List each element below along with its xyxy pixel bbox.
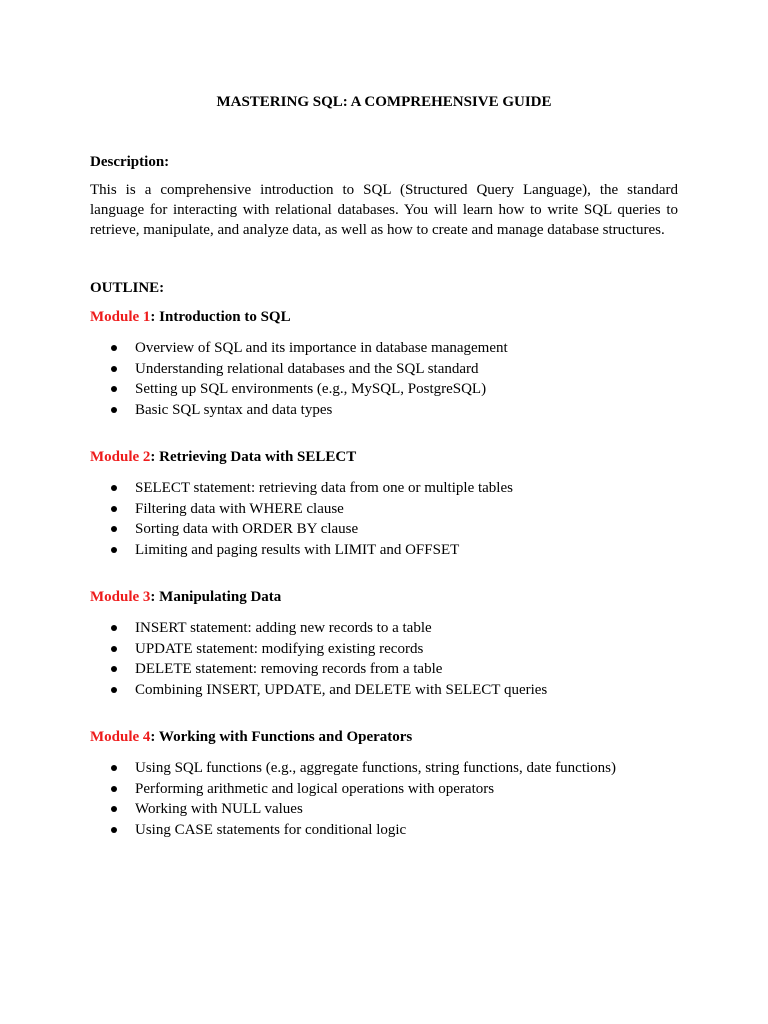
bullet-icon bbox=[111, 366, 117, 372]
module-heading bbox=[90, 727, 678, 747]
list-item bbox=[90, 338, 678, 359]
topic-text: Filtering data with WHERE clause bbox=[135, 500, 344, 517]
module-3 bbox=[90, 587, 678, 700]
topic-text: Setting up SQL environments (e.g., MySQL, PostgreSQL) bbox=[135, 381, 487, 397]
bullet-icon bbox=[111, 786, 117, 792]
module-topics bbox=[90, 338, 678, 420]
list-item bbox=[90, 478, 678, 499]
module-1 bbox=[90, 307, 678, 420]
topic-text: Performing arithmetic and logical operations with operators bbox=[135, 780, 495, 797]
description-label: Description: bbox=[90, 154, 170, 170]
topic-text: Understanding relational databases and the SQL standard bbox=[135, 360, 479, 377]
topic-text: Limiting and paging results with LIMIT and OFFSET bbox=[135, 541, 460, 558]
bullet-icon bbox=[111, 526, 117, 532]
topic-text: UPDATE statement: modifying existing records bbox=[135, 640, 424, 657]
topic-text: SELECT statement: retrieving data from one or multiple tables bbox=[135, 480, 513, 496]
topic-text: Using SQL functions (e.g., aggregate functions, string functions, date functions) bbox=[135, 760, 617, 776]
bullet-icon bbox=[111, 485, 117, 491]
topic-text: DELETE statement: removing records from a table bbox=[135, 661, 443, 677]
description-text: This is a comprehensive introduction to SQL (Structured Query Language), the standard language for interacting with relational databases. You will learn how to write SQL queries to retrieve, manipulate, and analyze data, as well as how to create and manage database structures. bbox=[90, 182, 678, 238]
topic-text: INSERT statement: adding new records to a table bbox=[135, 620, 432, 636]
module-topics bbox=[90, 478, 678, 560]
module-number: Module 3 bbox=[90, 589, 151, 605]
list-item bbox=[90, 758, 678, 779]
list-item bbox=[90, 680, 678, 701]
bullet-icon bbox=[111, 506, 117, 512]
list-item bbox=[90, 519, 678, 540]
list-item bbox=[90, 659, 678, 680]
module-topics bbox=[90, 758, 678, 840]
module-2 bbox=[90, 447, 678, 560]
list-item bbox=[90, 359, 678, 380]
document-title: MASTERING SQL: A COMPREHENSIVE GUIDE bbox=[216, 94, 552, 110]
module-number: Module 1 bbox=[90, 309, 151, 325]
topic-text: Sorting data with ORDER BY clause bbox=[135, 521, 359, 537]
bullet-icon bbox=[111, 625, 117, 631]
topic-text: Using CASE statements for conditional logic bbox=[135, 821, 407, 838]
outline-modules bbox=[90, 307, 678, 840]
bullet-icon bbox=[111, 765, 117, 771]
list-item bbox=[90, 820, 678, 841]
bullet-icon bbox=[111, 386, 117, 392]
module-title: : Manipulating Data bbox=[150, 589, 282, 605]
list-item bbox=[90, 639, 678, 660]
bullet-icon bbox=[111, 407, 117, 413]
module-title: : Introduction to SQL bbox=[150, 309, 291, 325]
bullet-icon bbox=[111, 827, 117, 833]
module-title: : Retrieving Data with SELECT bbox=[150, 449, 357, 465]
topic-text: Overview of SQL and its importance in database management bbox=[135, 340, 508, 356]
outline-label: OUTLINE: bbox=[90, 280, 165, 296]
list-item bbox=[90, 499, 678, 520]
topic-text: Basic SQL syntax and data types bbox=[135, 401, 333, 418]
document-page bbox=[90, 92, 678, 840]
list-item bbox=[90, 618, 678, 639]
module-4 bbox=[90, 727, 678, 840]
bullet-icon bbox=[111, 687, 117, 693]
module-title: : Working with Functions and Operators bbox=[150, 729, 413, 745]
bullet-icon bbox=[111, 806, 117, 812]
module-topics bbox=[90, 618, 678, 700]
bullet-icon bbox=[111, 646, 117, 652]
module-heading bbox=[90, 307, 678, 327]
list-item bbox=[90, 779, 678, 800]
topic-text: Working with NULL values bbox=[135, 801, 303, 817]
module-heading bbox=[90, 447, 678, 467]
bullet-icon bbox=[111, 345, 117, 351]
module-number: Module 4 bbox=[90, 729, 151, 745]
bullet-icon bbox=[111, 666, 117, 672]
list-item bbox=[90, 379, 678, 400]
topic-text: Combining INSERT, UPDATE, and DELETE with SELECT queries bbox=[135, 681, 548, 698]
list-item bbox=[90, 400, 678, 421]
module-number: Module 2 bbox=[90, 449, 151, 465]
list-item bbox=[90, 799, 678, 820]
module-heading bbox=[90, 587, 678, 607]
bullet-icon bbox=[111, 547, 117, 553]
list-item bbox=[90, 540, 678, 561]
